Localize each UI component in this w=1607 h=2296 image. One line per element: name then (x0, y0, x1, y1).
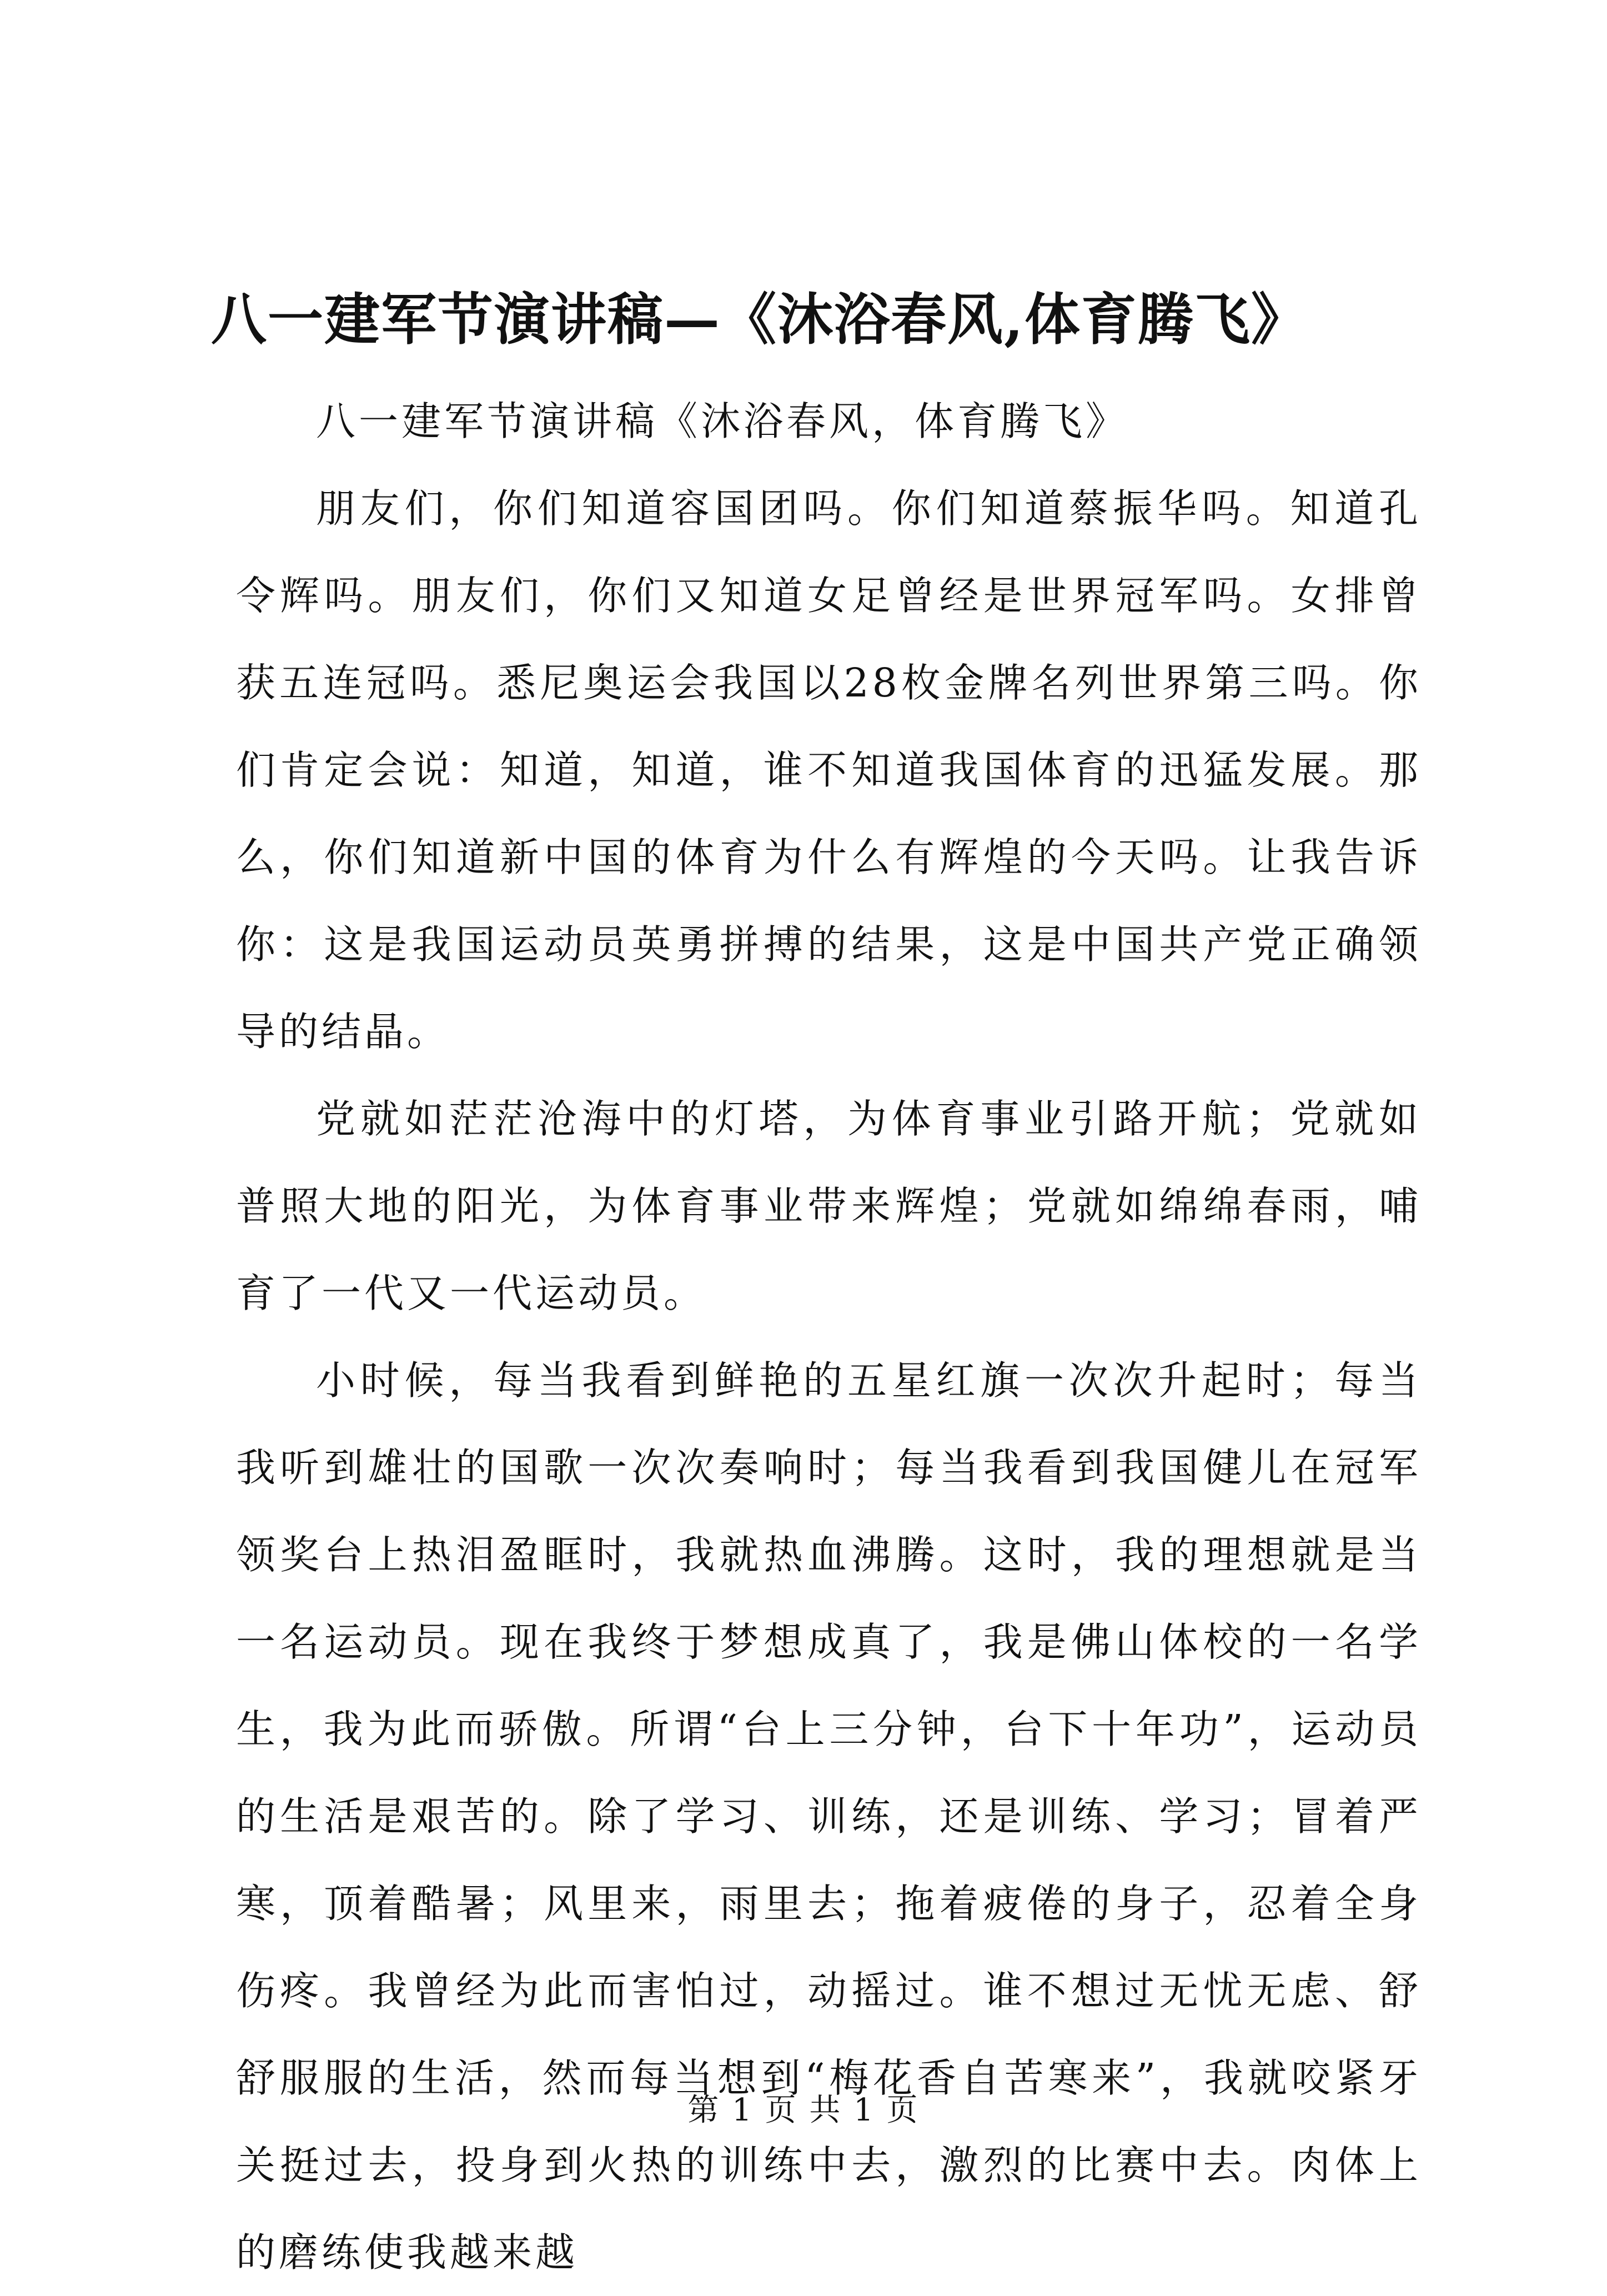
document-title: 八一建军节演讲稿—《沐浴春风,体育腾飞》 (211, 287, 1308, 352)
page-footer: 第 1 页 共 1 页 (687, 2092, 920, 2128)
paragraph-subtitle: 八一建军节演讲稿《沐浴春风，体育腾飞》 (316, 398, 1129, 444)
document-body (236, 378, 1422, 2296)
paragraph-2: 党就如茫茫沧海中的灯塔，为体育事业引路开航；党就如普照大地的阳光，为体育事业带来辉煌；党就如绵绵春雨，哺育了一代又一代运动员。 (236, 1096, 1422, 1316)
paragraph-1: 朋友们，你们知道容国团吗。你们知道蔡振华吗。知道孔令辉吗。朋友们，你们又知道女足曾经是世界冠军吗。女排曾获五连冠吗。悉尼奥运会我国以28枚金牌名列世界第三吗。你们肯定会说：知道，知道，谁不知道我国体育的迅猛发展。那么，你们知道新中国的体育为什么有辉煌的今天吗。让我告诉你：这是我国运动员英勇拼搏的结果，这是中国共产党正确领导的结晶。 (236, 485, 1422, 1055)
paragraph-3: 小时候，每当我看到鲜艳的五星红旗一次次升起时；每当我听到雄壮的国歌一次次奏响时；每当我看到我国健儿在冠军领奖台上热泪盈眶时，我就热血沸腾。这时，我的理想就是当一名运动员。现在我终于梦想成真了，我是佛山体校的一名学生，我为此而骄傲。所谓“台上三分钟，台下十年功”，运动员的生活是艰苦的。除了学习、训练，还是训练、学习；冒着严寒，顶着酷暑；风里来，雨里去；拖着疲倦的身子，忍着全身伤疼。我曾经为此而害怕过，动摇过。谁不想过无忧无虑、舒舒服服的生活，然而每当想到“梅花香自苦寒来”，我就咬紧牙关挺过去，投身到火热的训练中去，激烈的比赛中去。肉体上的磨练使我越来越 (236, 1357, 1422, 2275)
